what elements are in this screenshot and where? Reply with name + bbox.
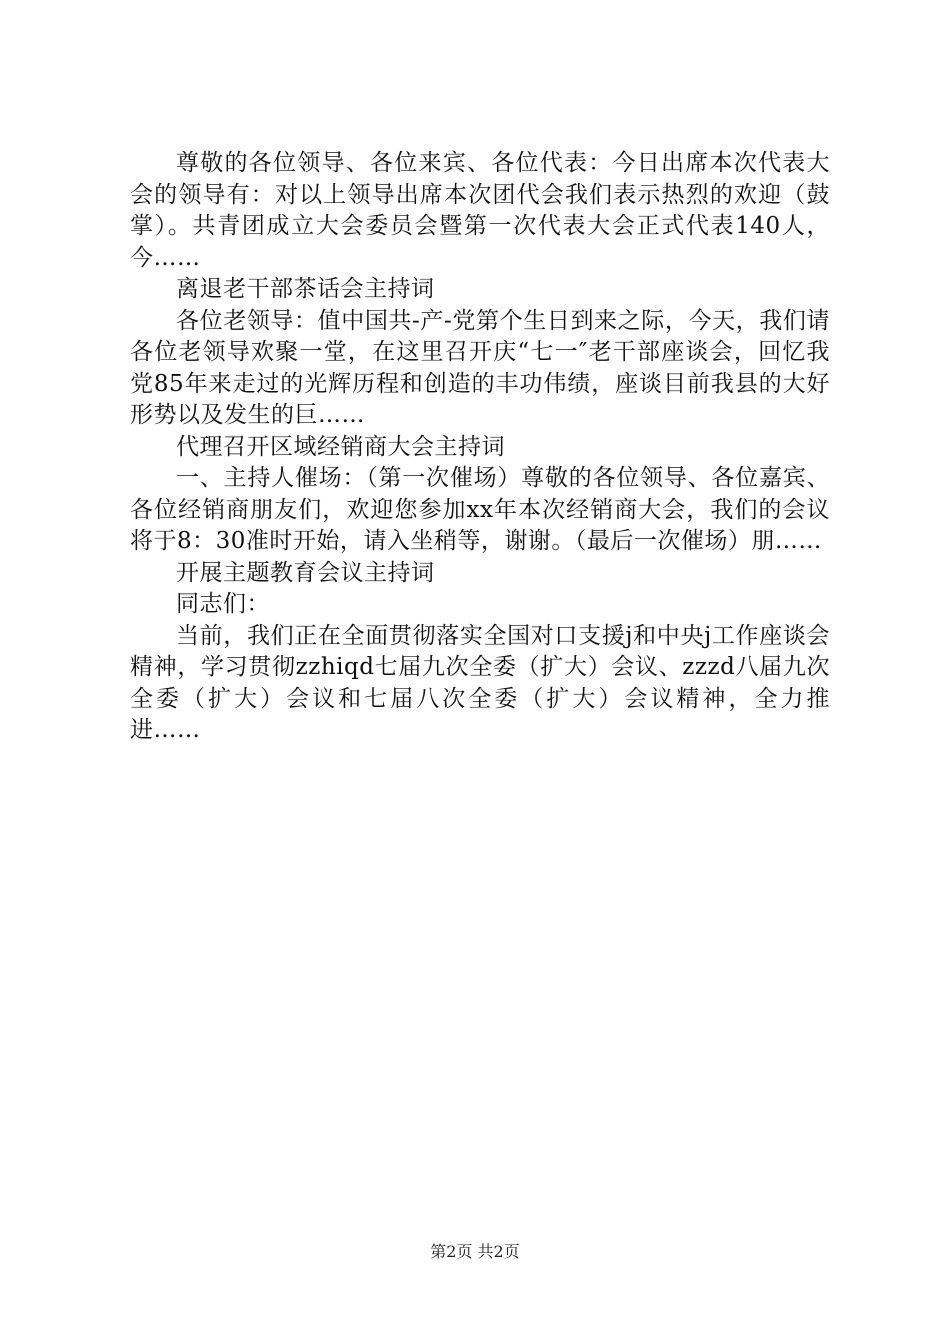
document-body — [130, 148, 830, 747]
paragraph-theme-education-body: 当前，我们正在全面贯彻落实全国对口支援j和中央j工作座谈会精神，学习贯彻zzhiqd七届九次全委（扩大）会议、zzzd八届九次全委（扩大）会议和七届八次全委（扩大）会议精神，全力推进…… — [130, 622, 830, 743]
page-number-footer: 第2页 共2页 — [430, 1242, 520, 1261]
paragraph-salutation: 同志们： — [176, 591, 270, 617]
heading-retired-cadres-tea-party: 离退老干部茶话会主持词 — [176, 276, 435, 302]
paragraph-retired-cadres-address: 各位老领导：值中国共-产-党第个生日到来之际，今天，我们请各位老领导欢聚一堂，在这里召开庆“七一″老干部座谈会，回忆我党85年来走过的光辉历程和创造的丰功伟绩，座谈目前我县的大好形势以及发生的巨…… — [130, 307, 830, 428]
paragraph-opening-address: 尊敬的各位领导、各位来宾、各位代表：今日出席本次代表大会的领导有：对以上领导出席本次团代会我们表示热烈的欢迎（鼓掌）。共青团成立大会委员会暨第一次代表大会正式代表140人，今…… — [130, 150, 830, 271]
heading-theme-education-meeting: 开展主题教育会议主持词 — [176, 559, 435, 586]
heading-dealer-conference: 代理召开区域经销商大会主持词 — [176, 433, 505, 460]
paragraph-dealer-conference: 一、主持人催场：（第一次催场）尊敬的各位领导、各位嘉宾、各位经销商朋友们，欢迎您参加xx年本次经销商大会，我们的会议将于8：30准时开始，请入坐稍等，谢谢。（最后一次催场）朋…… — [130, 465, 830, 554]
